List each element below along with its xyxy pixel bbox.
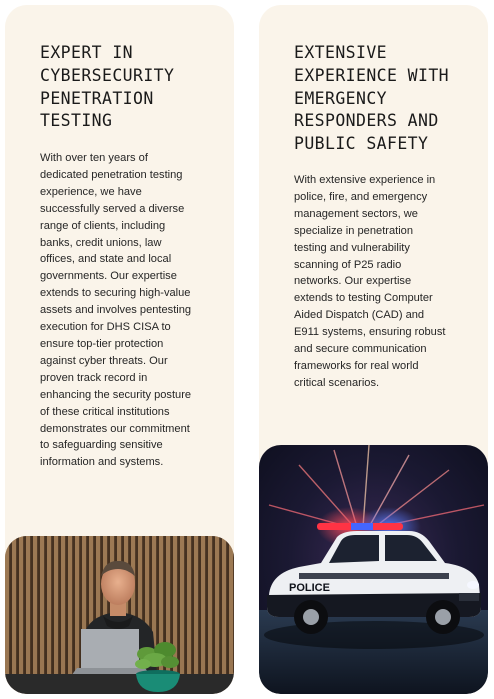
card-heading: EXPERT IN CYBERSECURITY PENETRATION TESTING: [40, 43, 175, 131]
card-body: With extensive experience in police, fire, and emergency management sectors, we specialize in penetration testing and vulnerability scanning of P25 radio networks. Our expertise extends to testing Computer Aided Dispatch (CAD) and E911 systems, ensuring robust and secure communication frameworks for real world critical scenarios.: [294, 174, 446, 389]
public-safety-card: [259, 5, 488, 694]
presenter-photo: [5, 536, 234, 694]
police-car-photo: [259, 445, 488, 694]
cybersecurity-card: [5, 5, 234, 694]
card-body: With over ten years of dedicated penetration testing experience, we have successfully served a diverse range of clients, including banks, credit unions, law offices, and state and local governments. Our expertise extends to securing high-value assets and involves pentesting execution for DHS CISA to ensure top-tier protection against cyber threats. Our proven track record in enhancing the security posture of these critical institutions demonstrates our commitment to safeguarding sensitive information and systems.: [40, 152, 192, 469]
card-heading: EXTENSIVE EXPERIENCE WITH EMERGENCY RESPONDERS AND PUBLIC SAFETY: [294, 43, 450, 154]
presenter-illustration: [5, 536, 234, 694]
police-car-illustration: [259, 445, 488, 694]
police-badge-text: POLICE: [289, 582, 330, 594]
